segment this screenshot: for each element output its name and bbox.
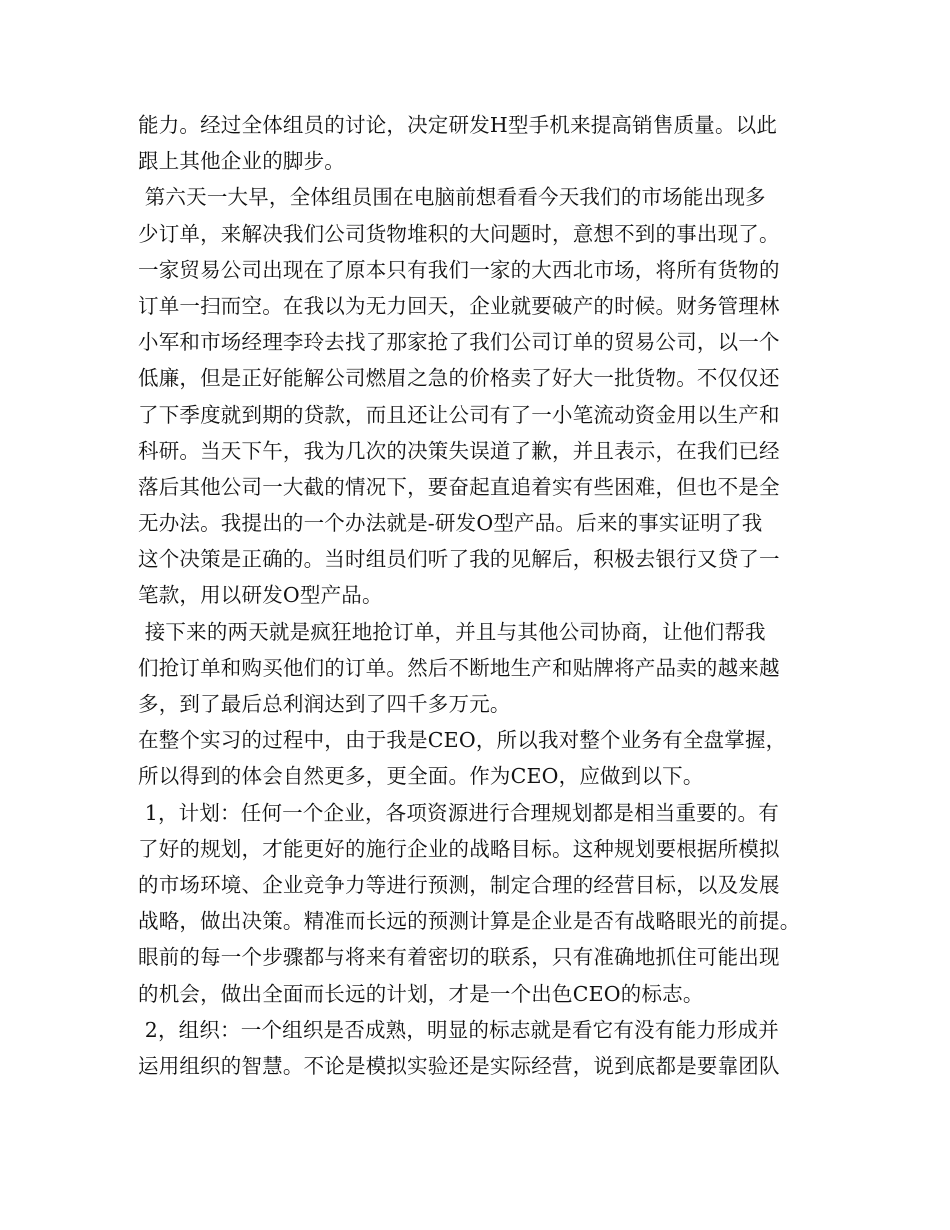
text-line: 少订单，来解决我们公司货物堆积的大问题时，意想不到的事出现了。 (138, 221, 780, 246)
text-line: 第六天一大早，全体组员围在电脑前想看看今天我们的市场能出现多 (138, 185, 766, 210)
text-line: 们抢订单和购买他们的订单。然后不断地生产和贴牌将产品卖的越来越 (138, 655, 780, 680)
body-text (138, 107, 828, 1084)
text-line: 一家贸易公司出现在了原本只有我们一家的大西北市场，将所有货物的 (138, 257, 780, 282)
text-line: 低廉，但是正好能解公司燃眉之急的价格卖了好大一批货物。不仅仅还 (138, 366, 780, 391)
text-line: 1，计划：任何一个企业，各项资源进行合理规划都是相当重要的。有 (138, 800, 779, 825)
text-line: 笔款，用以研发O型产品。 (138, 583, 383, 608)
text-line: 所以得到的体会自然更多，更全面。作为CEO，应做到以下。 (138, 764, 704, 789)
text-line: 科研。当天下午，我为几次的决策失误道了歉，并且表示，在我们已经 (138, 438, 780, 463)
text-line: 的机会，做出全面而长远的计划，才是一个出色CEO的标志。 (138, 981, 704, 1006)
text-line: 接下来的两天就是疯狂地抢订单，并且与其他公司协商，让他们帮我 (138, 619, 766, 644)
text-line: 订单一扫而空。在我以为无力回天，企业就要破产的时候。财务管理林 (138, 293, 780, 318)
text-line: 小军和市场经理李玲去找了那家抢了我们公司订单的贸易公司，以一个 (138, 330, 780, 355)
text-line: 的市场环境、企业竞争力等进行预测，制定合理的经营目标，以及发展 (138, 872, 780, 897)
text-line: 无办法。我提出的一个办法就是-研发O型产品。后来的事实证明了我 (138, 511, 763, 536)
text-line: 运用组织的智慧。不论是模拟实验还是实际经营，说到底都是要靠团队 (138, 1053, 780, 1078)
text-line: 了下季度就到期的贷款，而且还让公司有了一小笔流动资金用以生产和 (138, 402, 780, 427)
text-line: 落后其他公司一大截的情况下，要奋起直追着实有些困难，但也不是全 (138, 474, 780, 499)
text-line: 战略，做出决策。精准而长远的预测计算是企业是否有战略眼光的前提。 (138, 909, 801, 934)
text-line: 这个决策是正确的。当时组员们听了我的见解后，积极去银行又贷了一 (138, 547, 780, 572)
text-line: 2，组织：一个组织是否成熟，明显的标志就是看它有没有能力形成并 (138, 1017, 779, 1042)
text-line: 了好的规划，才能更好的施行企业的战略目标。这种规划要根据所模拟 (138, 836, 780, 861)
text-line: 跟上其他企业的脚步。 (138, 149, 345, 174)
text-line: 多，到了最后总利润达到了四千多万元。 (138, 692, 511, 716)
text-line: 眼前的每一个步骤都与将来有着密切的联系，只有准确地抓住可能出现 (138, 945, 780, 970)
text-line: 能力。经过全体组员的讨论，决定研发H型手机来提高销售质量。以此 (138, 113, 778, 137)
text-line: 在整个实习的过程中，由于我是CEO，所以我对整个业务有全盘掌握， (138, 728, 787, 753)
